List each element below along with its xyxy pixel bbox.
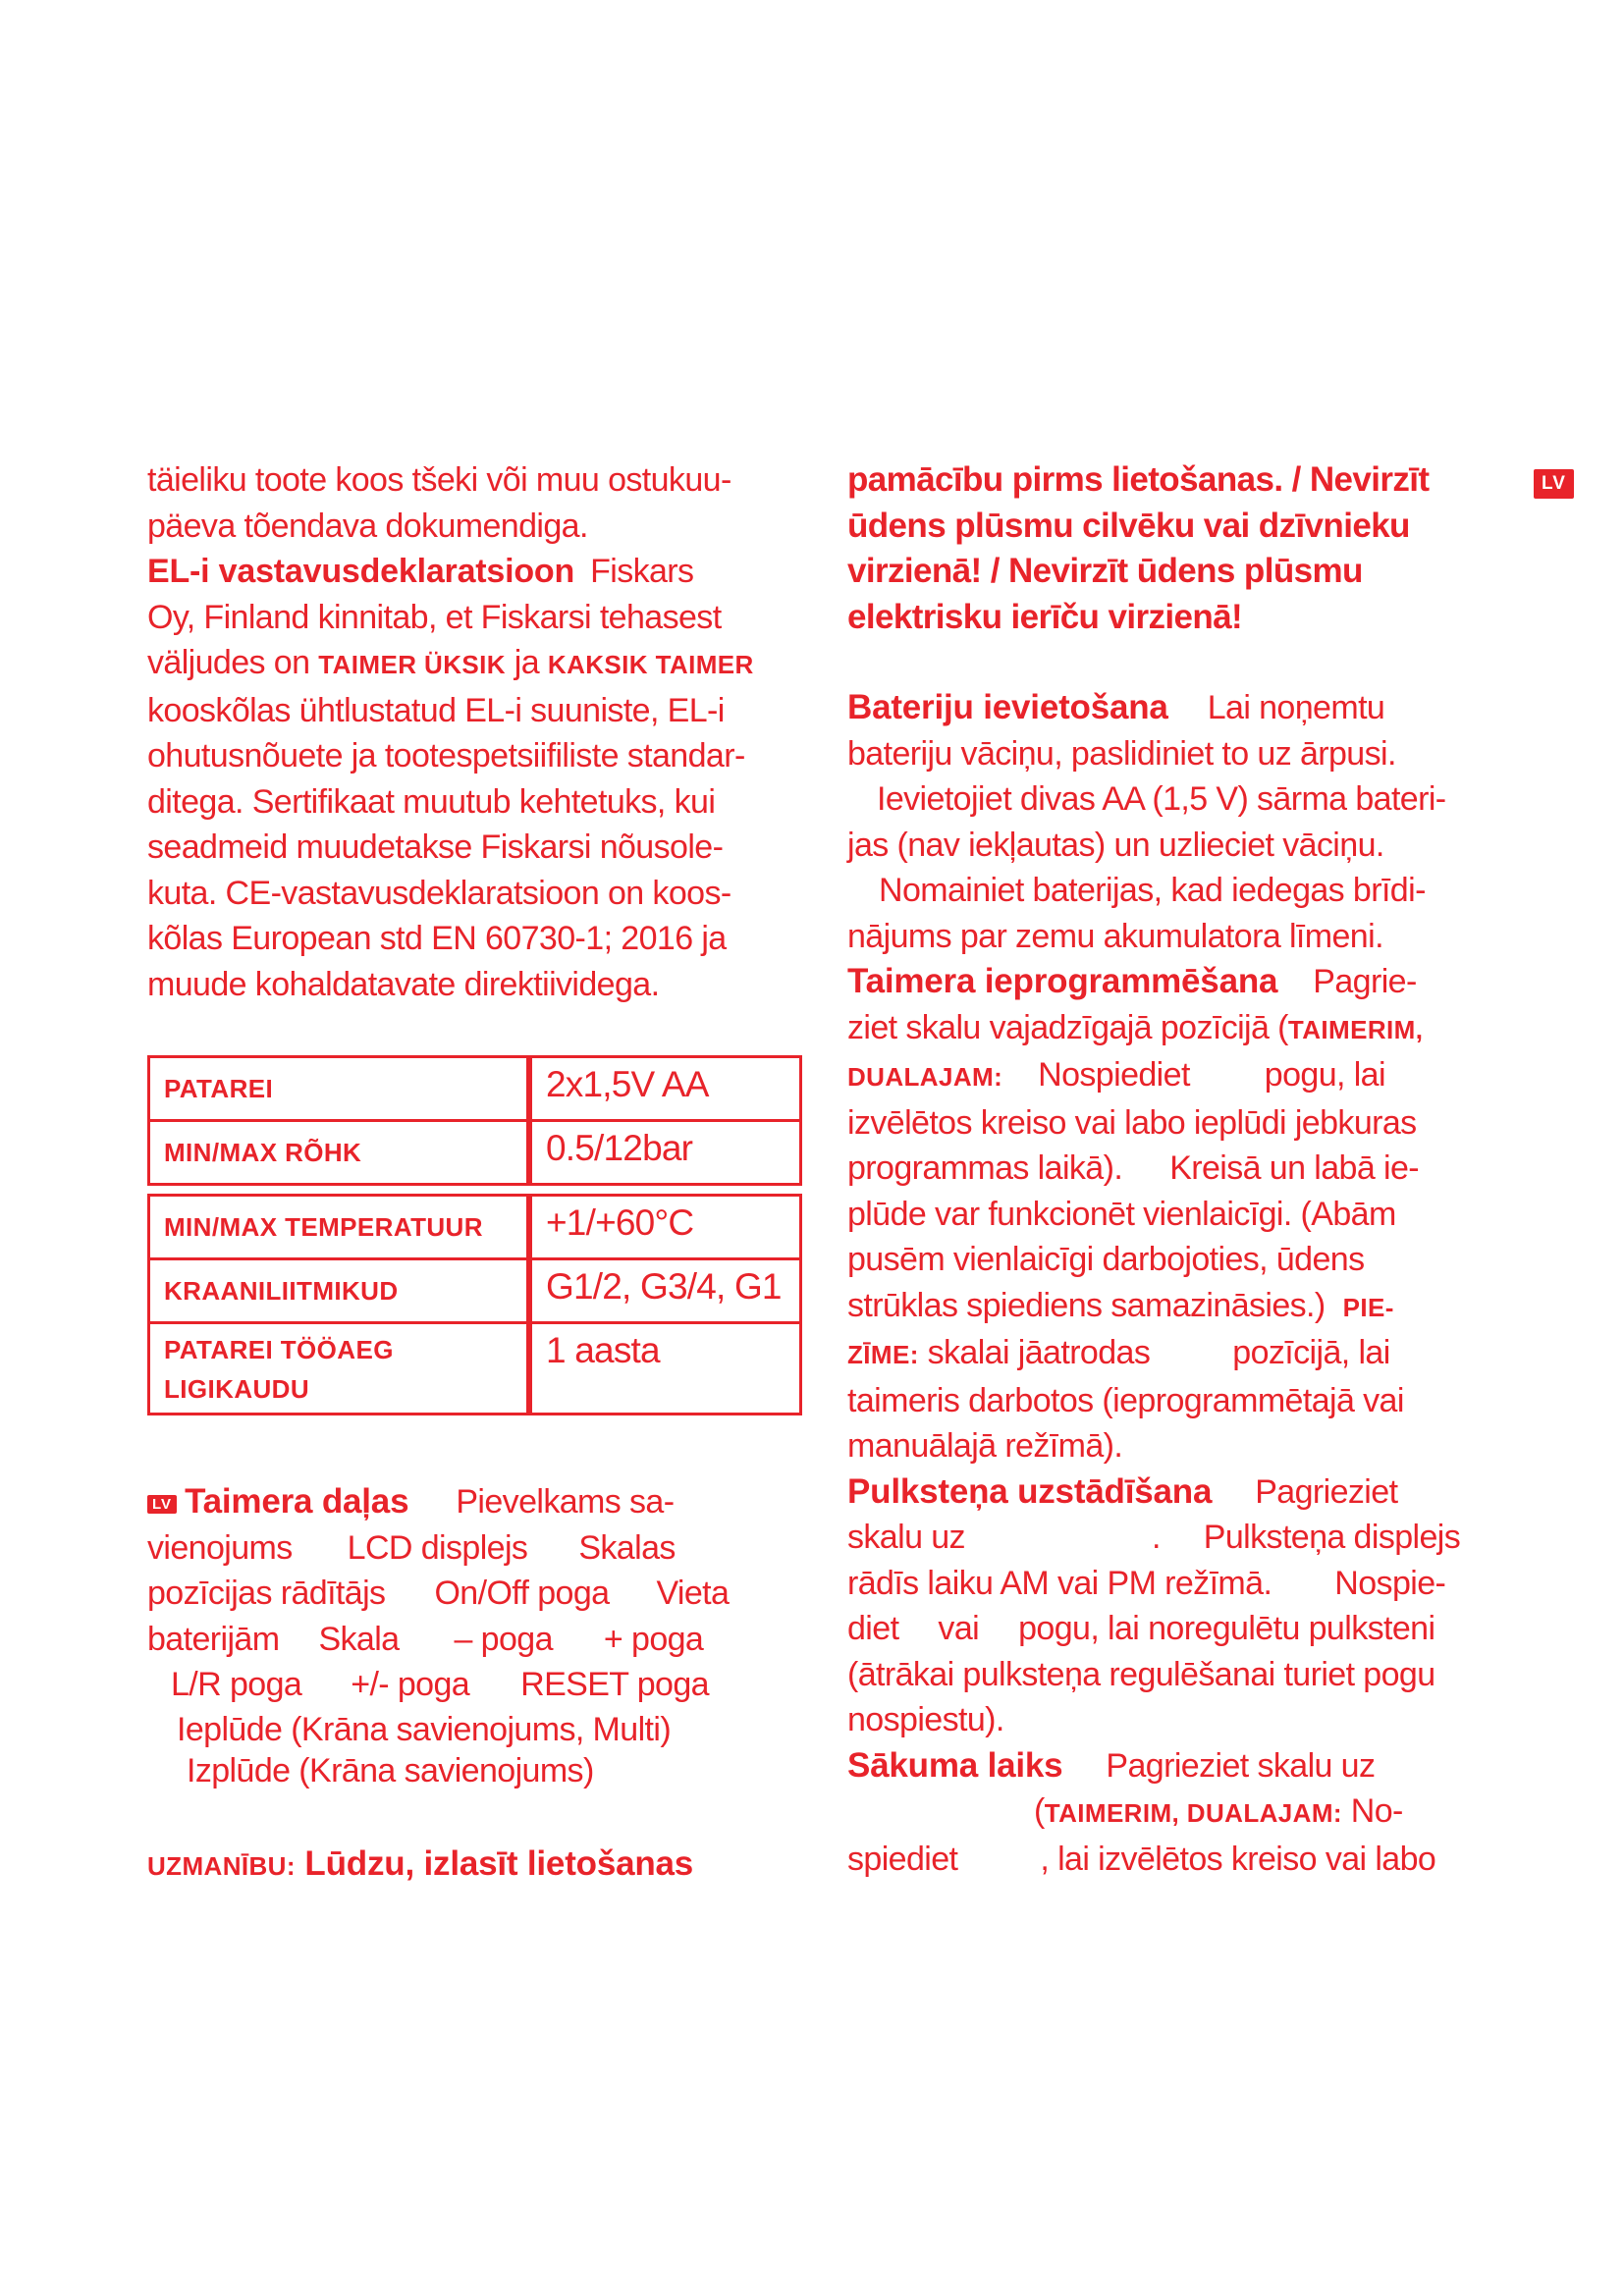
spec-value: 0.5/12bar: [529, 1122, 802, 1186]
programming-heading: Taimera ieprogrammēšana: [847, 962, 1278, 1000]
spec-key: MIN/MAX TEMPERATUUR: [147, 1194, 529, 1260]
declaration-line: kooskõlas ühtlustatud EL-i suuniste, EL-i: [147, 691, 725, 729]
battery-line: jas (nav iekļautas) un uzlieciet vāciņu.: [847, 826, 1384, 864]
declaration-line: Oy, Finland kinnitab, et Fiskarsi tehasest: [147, 598, 722, 636]
programming-line: programmas laikā). Kreisā un labā ie-: [847, 1149, 1419, 1187]
battery-line: Ievietojiet divas AA (1,5 V) sārma bateri-: [877, 780, 1446, 818]
note-label: ZĪME:: [847, 1340, 919, 1369]
et-text-line: täieliku toote koos tšeki või muu ostukuu-: [147, 461, 731, 499]
declaration-line: muude kohaldatavate direktiividega.: [147, 965, 660, 1003]
declaration-line: väljudes on TAIMER ÜKSIK ja KAKSIK TAIMER: [147, 644, 754, 681]
note-line: manuālajā režīmā).: [847, 1427, 1123, 1465]
parts-line: Ieplūde (Krāna savienojums, Multi): [177, 1710, 672, 1748]
specifications-table: [147, 1055, 802, 1415]
parts-line: baterijām Skala – poga + poga: [147, 1620, 704, 1658]
et-text-line: päeva tõendava dokumendiga.: [147, 507, 588, 545]
declaration-line: kõlas European std EN 60730-1; 2016 ja: [147, 920, 727, 957]
programming-line: DUALAJAM: Nospiediet pogu, lai: [847, 1056, 1385, 1094]
programming-line: strūklas spiediens samazināsies.) PIE-: [847, 1286, 1394, 1324]
start-time-heading: Sākuma laiks: [847, 1745, 1063, 1785]
parts-heading: Taimera daļas: [185, 1482, 409, 1521]
battery-line: Nomainiet baterijas, kad iedegas brīdi-: [879, 872, 1426, 909]
battery-line: nājums par zemu akumulatora līmeni.: [847, 917, 1383, 955]
warning-text: Lūdzu, izlasīt lietošanas: [295, 1843, 694, 1883]
programming-line: plūde var funkcionēt vienlaicīgi. (Abām: [847, 1195, 1396, 1233]
programming-line: izvēlētos kreiso vai labo ieplūdi jebkuras: [847, 1103, 1417, 1142]
product-name-single: TAIMER ÜKSIK: [318, 650, 506, 679]
spec-value: +1/+60°C: [529, 1194, 802, 1260]
spec-key: KRAANILIITMIKUD: [147, 1260, 529, 1324]
note-line: ZĪME: skalai jāatrodas pozīcijā, lai: [847, 1334, 1390, 1371]
declaration-line: kuta. CE-vastavusdeklaratsioon on koos-: [147, 874, 731, 912]
start-time-line: Sākuma laiks Pagrieziet skalu uz: [847, 1745, 1376, 1785]
declaration-line: seadmeid muudetakse Fiskarsi nõusole-: [147, 828, 724, 866]
spec-value: G1/2, G3/4, G1: [529, 1260, 802, 1324]
warning-continued-line: virzienā! / Nevirzīt ūdens plūsmu: [847, 552, 1363, 590]
declaration-line: EL-i vastavusdeklaratsioon Fiskars: [147, 553, 694, 590]
warning-continued-line: elektrisku ierīču virzienā!: [847, 597, 1243, 636]
warning-continued-line: ūdens plūsmu cilvēku vai dzīvnieku: [847, 506, 1410, 545]
language-badge-lv: LV: [147, 1495, 177, 1514]
parts-line: Izplūde (Krāna savienojums): [187, 1751, 594, 1789]
declaration-heading: EL-i vastavusdeklaratsioon: [147, 553, 575, 590]
declaration-line: ditega. Sertifikaat muutub kehtetuks, kui: [147, 782, 716, 821]
clock-heading: Pulksteņa uzstādīšana: [847, 1471, 1213, 1511]
table-row: [147, 1324, 802, 1415]
battery-line: Bateriju ievietošana Lai noņemtu: [847, 688, 1385, 726]
spec-key: PATAREI: [147, 1055, 529, 1122]
programming-line: Taimera ieprogrammēšana Pagrie-: [847, 962, 1417, 1000]
right-column: [847, 457, 1515, 1882]
clock-line: diet vai pogu, lai noregulētu pulksteni: [847, 1610, 1435, 1647]
table-row: [147, 1055, 802, 1122]
parts-line: vienojums LCD displejs Skalas: [147, 1528, 676, 1567]
note-line: taimeris darbotos (ieprogrammētajā vai: [847, 1381, 1404, 1419]
clock-line: skalu uz . Pulksteņa displejs: [847, 1519, 1461, 1556]
battery-line: bateriju vāciņu, paslidiniet to uz ārpusi.: [847, 734, 1396, 773]
declaration-line: ohutusnõuete ja tootespetsiifiliste standar-: [147, 737, 745, 774]
clock-line: (ātrākai pulksteņa regulēšanai turiet pogu: [847, 1655, 1435, 1693]
warning-line: [147, 1842, 815, 1890]
parts-line: L/R poga +/- poga RESET poga: [171, 1666, 709, 1703]
language-badge-lv: LV: [1534, 469, 1574, 499]
start-time-line: spiediet , lai izvēlētos kreiso vai labo: [847, 1840, 1436, 1878]
warning-label: UZMANĪBU:: [147, 1850, 296, 1881]
warning-continued-line: pamācību pirms lietošanas. / Nevirzīt: [847, 460, 1430, 499]
programming-line: pusēm vienlaicīgi darbojoties, ūdens: [847, 1241, 1365, 1278]
spec-key: MIN/MAX RÕHK: [147, 1122, 529, 1186]
parts-line: pozīcijas rādītājs On/Off poga Vieta: [147, 1575, 730, 1612]
clock-line: rādīs laiku AM vai PM režīmā. Nospie-: [847, 1564, 1446, 1602]
spec-key: PATAREI TÖÖAEG LIGIKAUDU: [147, 1324, 529, 1415]
programming-line: ziet skalu vajadzīgajā pozīcijā (TAIMERIM,: [847, 1008, 1424, 1046]
product-name-dual: KAKSIK TAIMER: [547, 650, 754, 679]
table-row: [147, 1260, 802, 1324]
table-row: [147, 1194, 802, 1260]
table-row: [147, 1122, 802, 1186]
clock-line: Pulksteņa uzstādīšana Pagrieziet: [847, 1471, 1398, 1511]
note-label: PIE-: [1342, 1292, 1394, 1322]
spec-value: 2x1,5V AA: [529, 1055, 802, 1122]
spec-value: 1 aasta: [529, 1324, 802, 1415]
battery-heading: Bateriju ievietošana: [847, 688, 1168, 726]
start-time-line: (TAIMERIM, DUALAJAM: No-: [1034, 1792, 1403, 1830]
parts-line: LV Taimera daļas Pievelkams sa-: [147, 1479, 815, 1525]
clock-line: nospiestu).: [847, 1701, 1004, 1738]
